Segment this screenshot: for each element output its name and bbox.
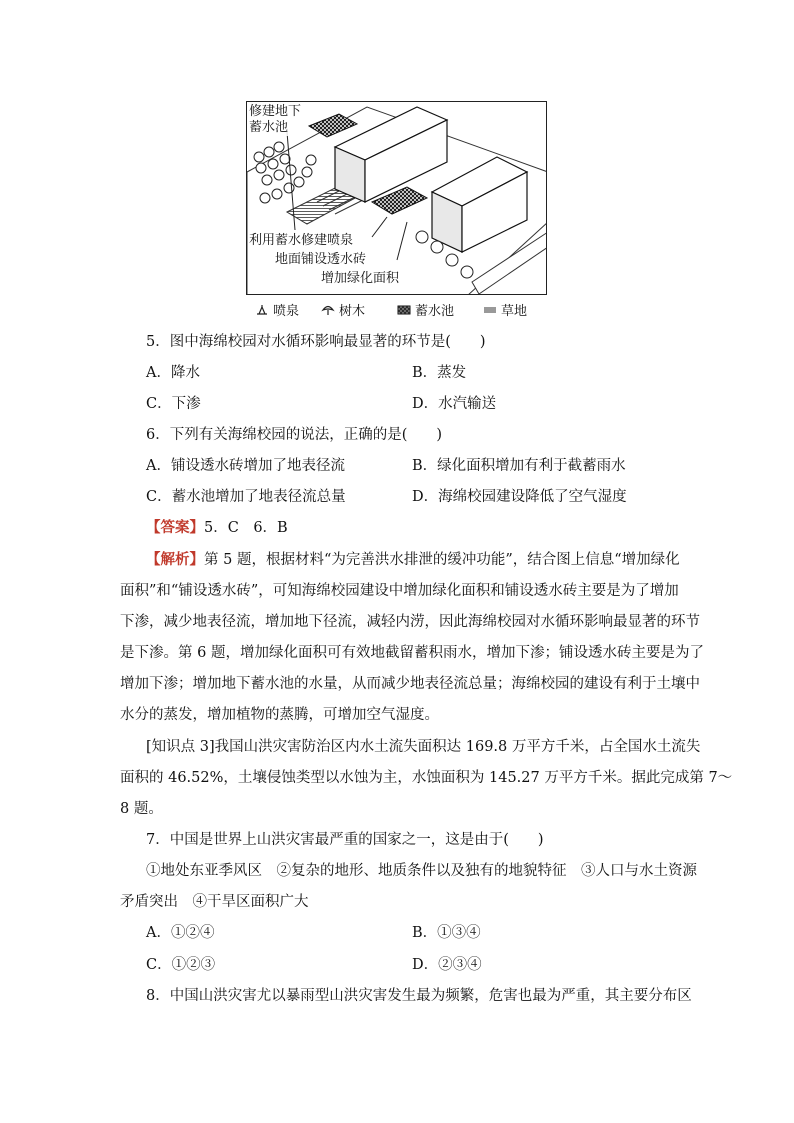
q7-option-a: A．①②④ xyxy=(146,925,215,941)
figure-legend xyxy=(255,300,545,318)
q7-option-d: D．②③④ xyxy=(412,957,482,973)
label-permeable-brick: 地面铺设透水砖 xyxy=(275,252,367,267)
analysis-line-1 xyxy=(146,550,680,570)
q7-option-b: B．①③④ xyxy=(412,925,481,941)
q6-option-a: A．铺设透水砖增加了地表径流 xyxy=(146,458,345,474)
q5-option-c: C．下渗 xyxy=(146,396,201,412)
label-underground-pool-2: 蓄水池 xyxy=(249,120,289,135)
kp3-line-2: 面积的 46.52%，土壤侵蚀类型以水蚀为主，水蚀面积为 145.27 万平方千米。据此完成第 7～ xyxy=(120,770,733,786)
kp3-line-1: [知识点 3]我国山洪灾害防治区内水土流失面积达 169.8 万平方千米，占全国水土流失 xyxy=(146,739,701,755)
analysis-tag: 【解析】 xyxy=(146,551,204,568)
analysis-line-6: 水分的蒸发，增加植物的蒸腾，可增加空气湿度。 xyxy=(120,707,439,723)
legend-fountain-label: 喷泉 xyxy=(273,304,300,319)
analysis-line-4: 是下渗。第 6 题，增加绿化面积可有效地截留蓄积雨水，增加下渗；铺设透水砖主要是为了 xyxy=(120,645,704,661)
label-green-area: 增加绿化面积 xyxy=(321,271,400,286)
answer-text: 5．C 6．B xyxy=(204,520,288,536)
q6-stem: 6．下列有关海绵校园的说法，正确的是( ) xyxy=(146,427,443,443)
legend-pool-label: 蓄水池 xyxy=(415,304,455,319)
q7-option-c: C．①②③ xyxy=(146,957,216,973)
sponge-campus-figure xyxy=(246,101,547,295)
pool-icon xyxy=(397,305,411,315)
grass-icon xyxy=(483,305,497,315)
q5-option-d: D．水汽输送 xyxy=(412,396,497,412)
legend-pool xyxy=(397,300,454,319)
kp3-line-3: 8 题。 xyxy=(120,801,163,817)
q7-stem: 7．中国是世界上山洪灾害最严重的国家之一，这是由于( ) xyxy=(146,832,544,848)
tree-icon xyxy=(321,305,335,315)
q6-option-b: B．绿化面积增加有利于截蓄雨水 xyxy=(412,458,626,474)
answer-tag: 【答案】 xyxy=(146,519,204,536)
q8-stem: 8．中国山洪灾害尤以暴雨型山洪灾害发生最为频繁，危害也最为严重，其主要分布区 xyxy=(146,988,692,1004)
q7-statements-line-1: ①地处东亚季风区 ②复杂的地形、地质条件以及独有的地貌特征 ③人口与水土资源 xyxy=(146,863,697,879)
label-fountain: 利用蓄水修建喷泉 xyxy=(249,233,354,248)
q5-stem: 5．图中海绵校园对水循环影响最显著的环节是( ) xyxy=(146,334,486,350)
analysis-line-2: 面积”和“铺设透水砖”，可知海绵校园建设中增加绿化面积和铺设透水砖主要是为了增加 xyxy=(120,583,679,599)
q6-option-d: D．海绵校园建设降低了空气湿度 xyxy=(412,489,627,505)
fountain-icon xyxy=(255,305,269,315)
legend-grass-label: 草地 xyxy=(501,304,528,319)
q5-option-a: A．降水 xyxy=(146,365,200,381)
legend-tree-label: 树木 xyxy=(339,304,366,319)
legend-grass xyxy=(483,300,527,319)
legend-tree xyxy=(321,300,365,319)
answer-line xyxy=(146,518,288,538)
analysis-text-1: 第 5 题，根据材料“为完善洪水排泄的缓冲功能”，结合图上信息“增加绿化 xyxy=(204,552,680,568)
q6-option-c: C．蓄水池增加了地表径流总量 xyxy=(146,489,346,505)
label-underground-pool: 修建地下 xyxy=(249,104,302,119)
analysis-line-5: 增加下渗；增加地下蓄水池的水量，从而减少地表径流总量；海绵校园的建设有利于土壤中 xyxy=(120,676,700,692)
q5-option-b: B．蒸发 xyxy=(412,365,467,381)
q7-statements-line-2: 矛盾突出 ④干旱区面积广大 xyxy=(120,894,309,910)
legend-fountain xyxy=(255,300,299,319)
analysis-line-3: 下渗，减少地表径流，增加地下径流，减轻内涝，因此海绵校园对水循环影响最显著的环节 xyxy=(120,614,700,630)
